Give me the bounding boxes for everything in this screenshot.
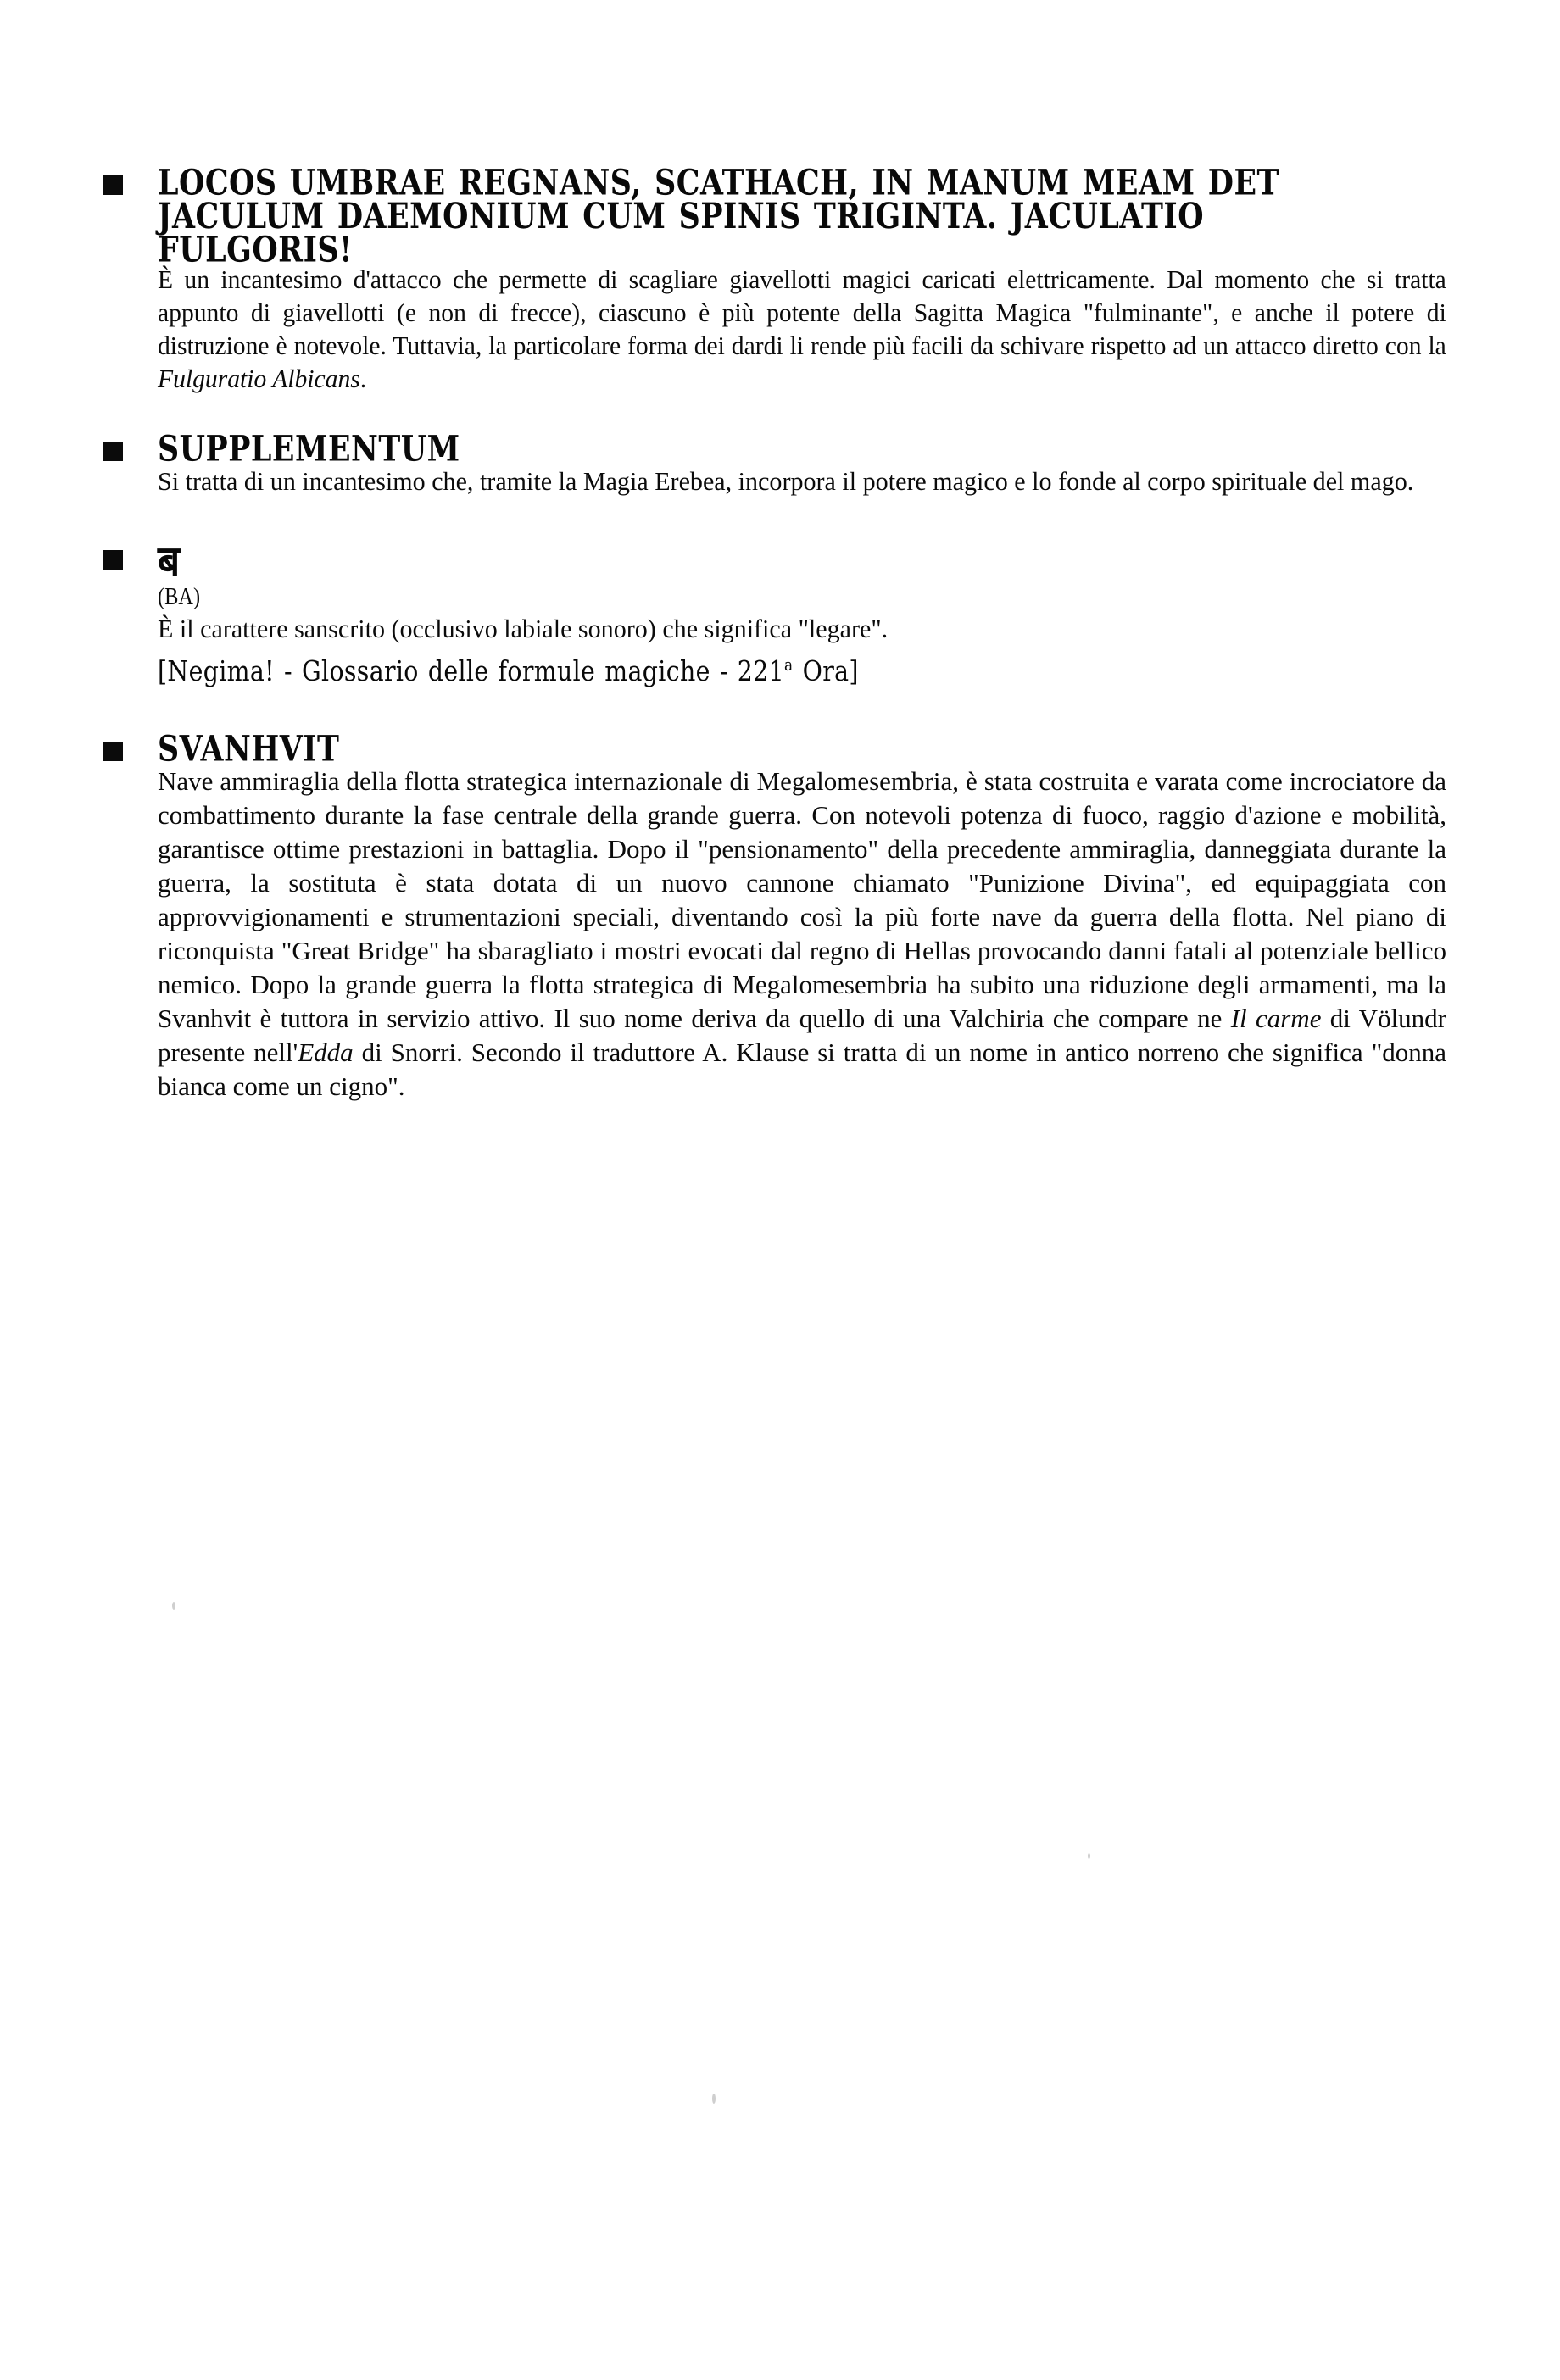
glyph-romanization: (BA) xyxy=(158,583,201,610)
entry-supplementum xyxy=(103,427,1446,498)
entry-body: Si tratta di un incantesimo che, tramite la Magia Erebea, incorpora il potere magico e lo fonde al corpo spirituale del mago. xyxy=(158,466,1414,496)
bullet-square-icon xyxy=(103,550,123,570)
entry-body: È un incantesimo d'attacco che permette di scagliare giavellotti magici caricati elettricamente. Dal momento che si tratta appunto di giavellotti (e non di frecce), ciascuno è più potente della Sagitta Magica "fulminante", e anche il potere di distruzione è notevole. Tuttavia, la particolare forma dei dardi li rende più facili da schivare rispetto ad un attacco diretto con la Fulguratio Albicans. xyxy=(158,264,1446,393)
spacer xyxy=(103,688,1446,732)
entry-svanhvit xyxy=(103,727,1447,1104)
spacer xyxy=(158,646,1446,654)
entry-ba-sanskrit-character xyxy=(103,537,1446,688)
heading-line-3: FULGORIS! xyxy=(158,228,353,270)
sanskrit-glyph: ब xyxy=(158,537,181,586)
source-citation xyxy=(158,654,1443,688)
entry-heading: SUPPLEMENTUM xyxy=(158,427,460,470)
text-column xyxy=(103,161,1447,1104)
entry-heading xyxy=(158,161,1447,270)
citation-ordinal: a xyxy=(784,655,794,675)
entry-body: È il carattere sanscrito (occlusivo labiale sonoro) che significa "legare". xyxy=(158,614,889,643)
scan-speckle xyxy=(172,1602,176,1610)
citation-prefix: [Negima! - Glossario delle formule magiche - 221 xyxy=(158,654,785,687)
scan-speckle xyxy=(1088,1853,1090,1859)
bullet-square-icon xyxy=(103,175,123,195)
entry-locos-umbrae-regnans xyxy=(103,161,1446,395)
bullet-square-icon xyxy=(103,442,123,461)
scan-speckle xyxy=(712,2094,716,2104)
heading-line-1: LOCOS UMBRAE REGNANS, SCATHACH, IN MANUM MEAM DET xyxy=(158,161,1279,203)
spacer xyxy=(103,498,1446,541)
citation-suffix: Ora] xyxy=(793,654,859,687)
spacer xyxy=(103,395,1446,432)
entry-heading: SVANHVIT xyxy=(158,727,340,770)
heading-line-2: JACULUM DAEMONIUM CUM SPINIS TRIGINTA. JACULATIO xyxy=(158,195,1205,237)
bullet-square-icon xyxy=(103,742,123,761)
entry-body: Nave ammiraglia della flotta strategica internazionale di Megalomesembria, è stata costruita e varata come incrociatore da combattimento durante la fase centrale della grande guerra. Con notevoli potenza di fuoco, raggio d'azione e mobilità, garantisce ottime prestazioni in battaglia. Dopo il "pensionamento" della precedente ammiraglia, danneggiata durante la guerra, la sostituta è stata dotata di un nuovo cannone chiamato "Punizione Divina", ed equipaggiata con approvvigionamenti e strumentazioni speciali, diventando così la più forte nave da guerra della flotta. Nel piano di riconquista "Great Bridge" ha sbaragliato i mostri evocati dal regno di Hellas provocando danni fatali al potenziale bellico nemico. Dopo la grande guerra la flotta strategica di Megalomesembria ha subito una riduzione degli armamenti, ma la Svanhvit è tuttora in servizio attivo. Il suo nome deriva da quello di una Valchiria che compare ne Il carme di Völundr presente nell'Edda di Snorri. Secondo il traduttore A. Klause si tratta di un nome in antico norreno che significa "donna bianca come un cigno". xyxy=(158,766,1447,1101)
